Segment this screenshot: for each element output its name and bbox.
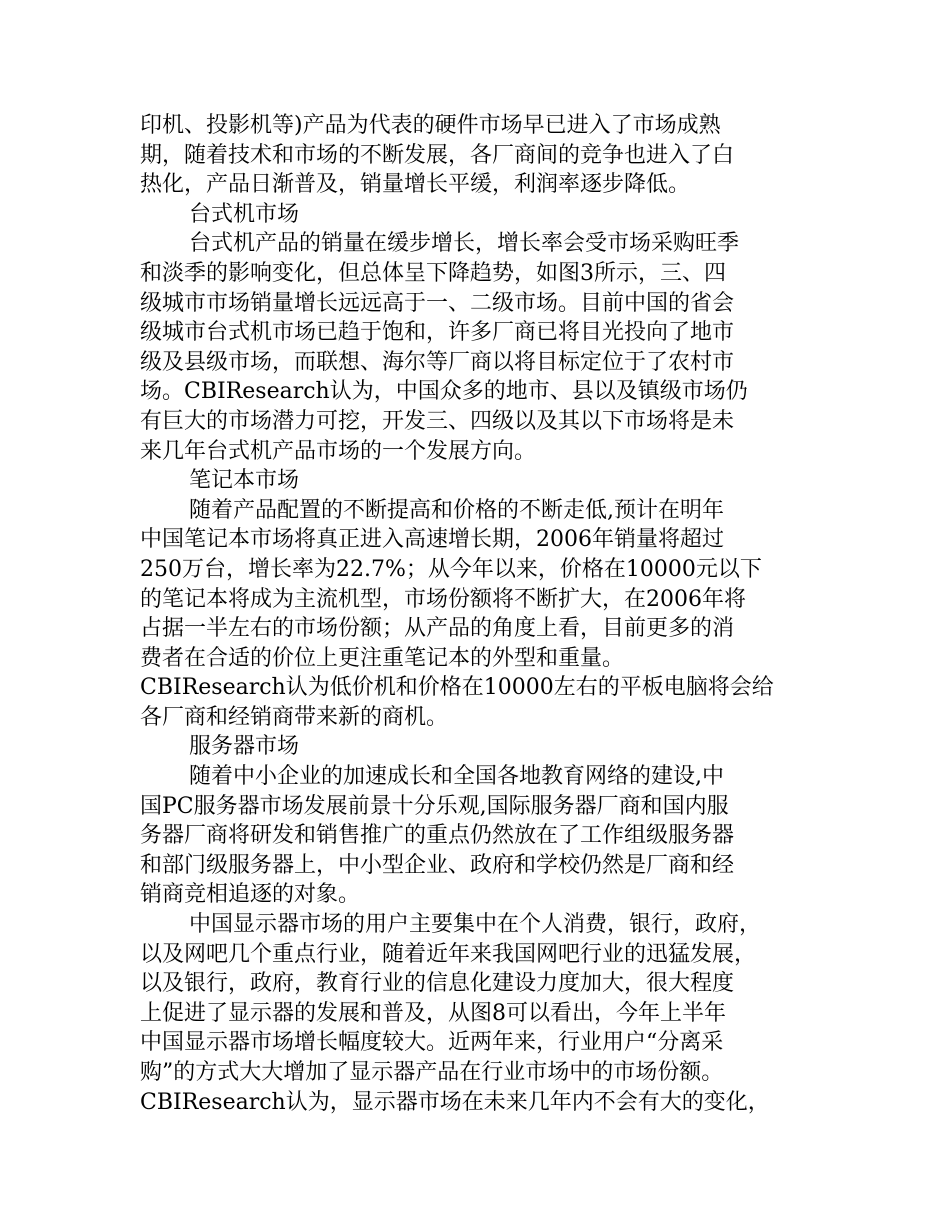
text-line: 级城市市场销量增长远远高于一、二级市场。目前中国的省会 (140, 290, 735, 316)
section-heading-desktop: 台式机市场 (189, 201, 300, 227)
document-body (140, 111, 820, 1117)
text-line: 台式机产品的销量在缓步增长，增长率会受市场采购旺季 (189, 231, 740, 257)
text-line: 来几年台式机产品市场的一个发展方向。 (140, 438, 537, 464)
text-line: 国PC服务器市场发展前景十分乐观,国际服务器厂商和国内服 (140, 793, 729, 819)
text-line: 和淡季的影响变化，但总体呈下降趋势，如图3所示，三、四 (140, 260, 726, 286)
text-line: 上促进了显示器的发展和普及，从图8可以看出，今年上半年 (140, 1000, 726, 1026)
text-line: CBIResearch认为低价机和价格在10000左右的平板电脑将会给 (140, 675, 774, 701)
text-line: 销商竞相追逐的对象。 (140, 882, 361, 908)
text-line: CBIResearch认为，显示器市场在未来几年内不会有大的变化， (140, 1089, 770, 1115)
text-line: 中国显示器市场增长幅度较大。近两年来，行业用户“分离采 (140, 1030, 724, 1056)
text-line: 有巨大的市场潜力可挖，开发三、四级以及其以下市场将是未 (140, 408, 735, 434)
text-line: 以及网吧几个重点行业，随着近年来我国网吧行业的迅猛发展， (140, 941, 757, 967)
text-line: 购”的方式大大增加了显示器产品在行业市场中的市场份额。 (140, 1060, 724, 1085)
text-line: 占据一半左右的市场份额；从产品的角度上看，目前更多的消 (140, 616, 735, 642)
text-line: 以及银行，政府，教育行业的信息化建设力度加大，很大程度 (140, 971, 735, 997)
section-heading-server: 服务器市场 (189, 734, 300, 760)
text-line: 和部门级服务器上，中小型企业、政府和学校仍然是厂商和经 (140, 852, 735, 878)
text-line: 的笔记本将成为主流机型，市场份额将不断扩大，在2006年将 (140, 586, 746, 612)
text-line: 250万台，增长率为22.7%；从今年以来，价格在10000元以下 (140, 556, 762, 582)
text-line: 级及县级市场，而联想、海尔等厂商以将目标定位于了农村市 (140, 349, 735, 375)
text-line: 期，随着技术和市场的不断发展，各厂商间的竞争也进入了白 (140, 142, 735, 168)
section-heading-notebook: 笔记本市场 (189, 468, 300, 494)
text-line: 场。CBIResearch认为，中国众多的地市、县以及镇级市场仍 (140, 379, 748, 405)
text-line: 级城市台式机市场已趋于饱和，许多厂商已将目光投向了地市 (140, 320, 735, 346)
text-line: 随着中小企业的加速成长和全国各地教育网络的建设,中 (189, 764, 724, 790)
text-line: 随着产品配置的不断提高和价格的不断走低,预计在明年 (189, 497, 724, 523)
text-line: 务器厂商将研发和销售推广的重点仍然放在了工作组级服务器 (140, 823, 735, 849)
text-line: 印机、投影机等)产品为代表的硬件市场早已进入了市场成熟 (140, 113, 721, 138)
text-line: 中国显示器市场的用户主要集中在个人消费，银行，政府， (189, 912, 762, 938)
text-line: 热化，产品日渐普及，销量增长平缓，利润率逐步降低。 (140, 172, 691, 198)
text-line: 中国笔记本市场将真正进入高速增长期，2006年销量将超过 (140, 527, 724, 553)
text-line: 各厂商和经销商带来新的商机。 (140, 704, 449, 730)
text-line: 费者在合适的价位上更注重笔记本的外型和重量。 (140, 645, 625, 671)
